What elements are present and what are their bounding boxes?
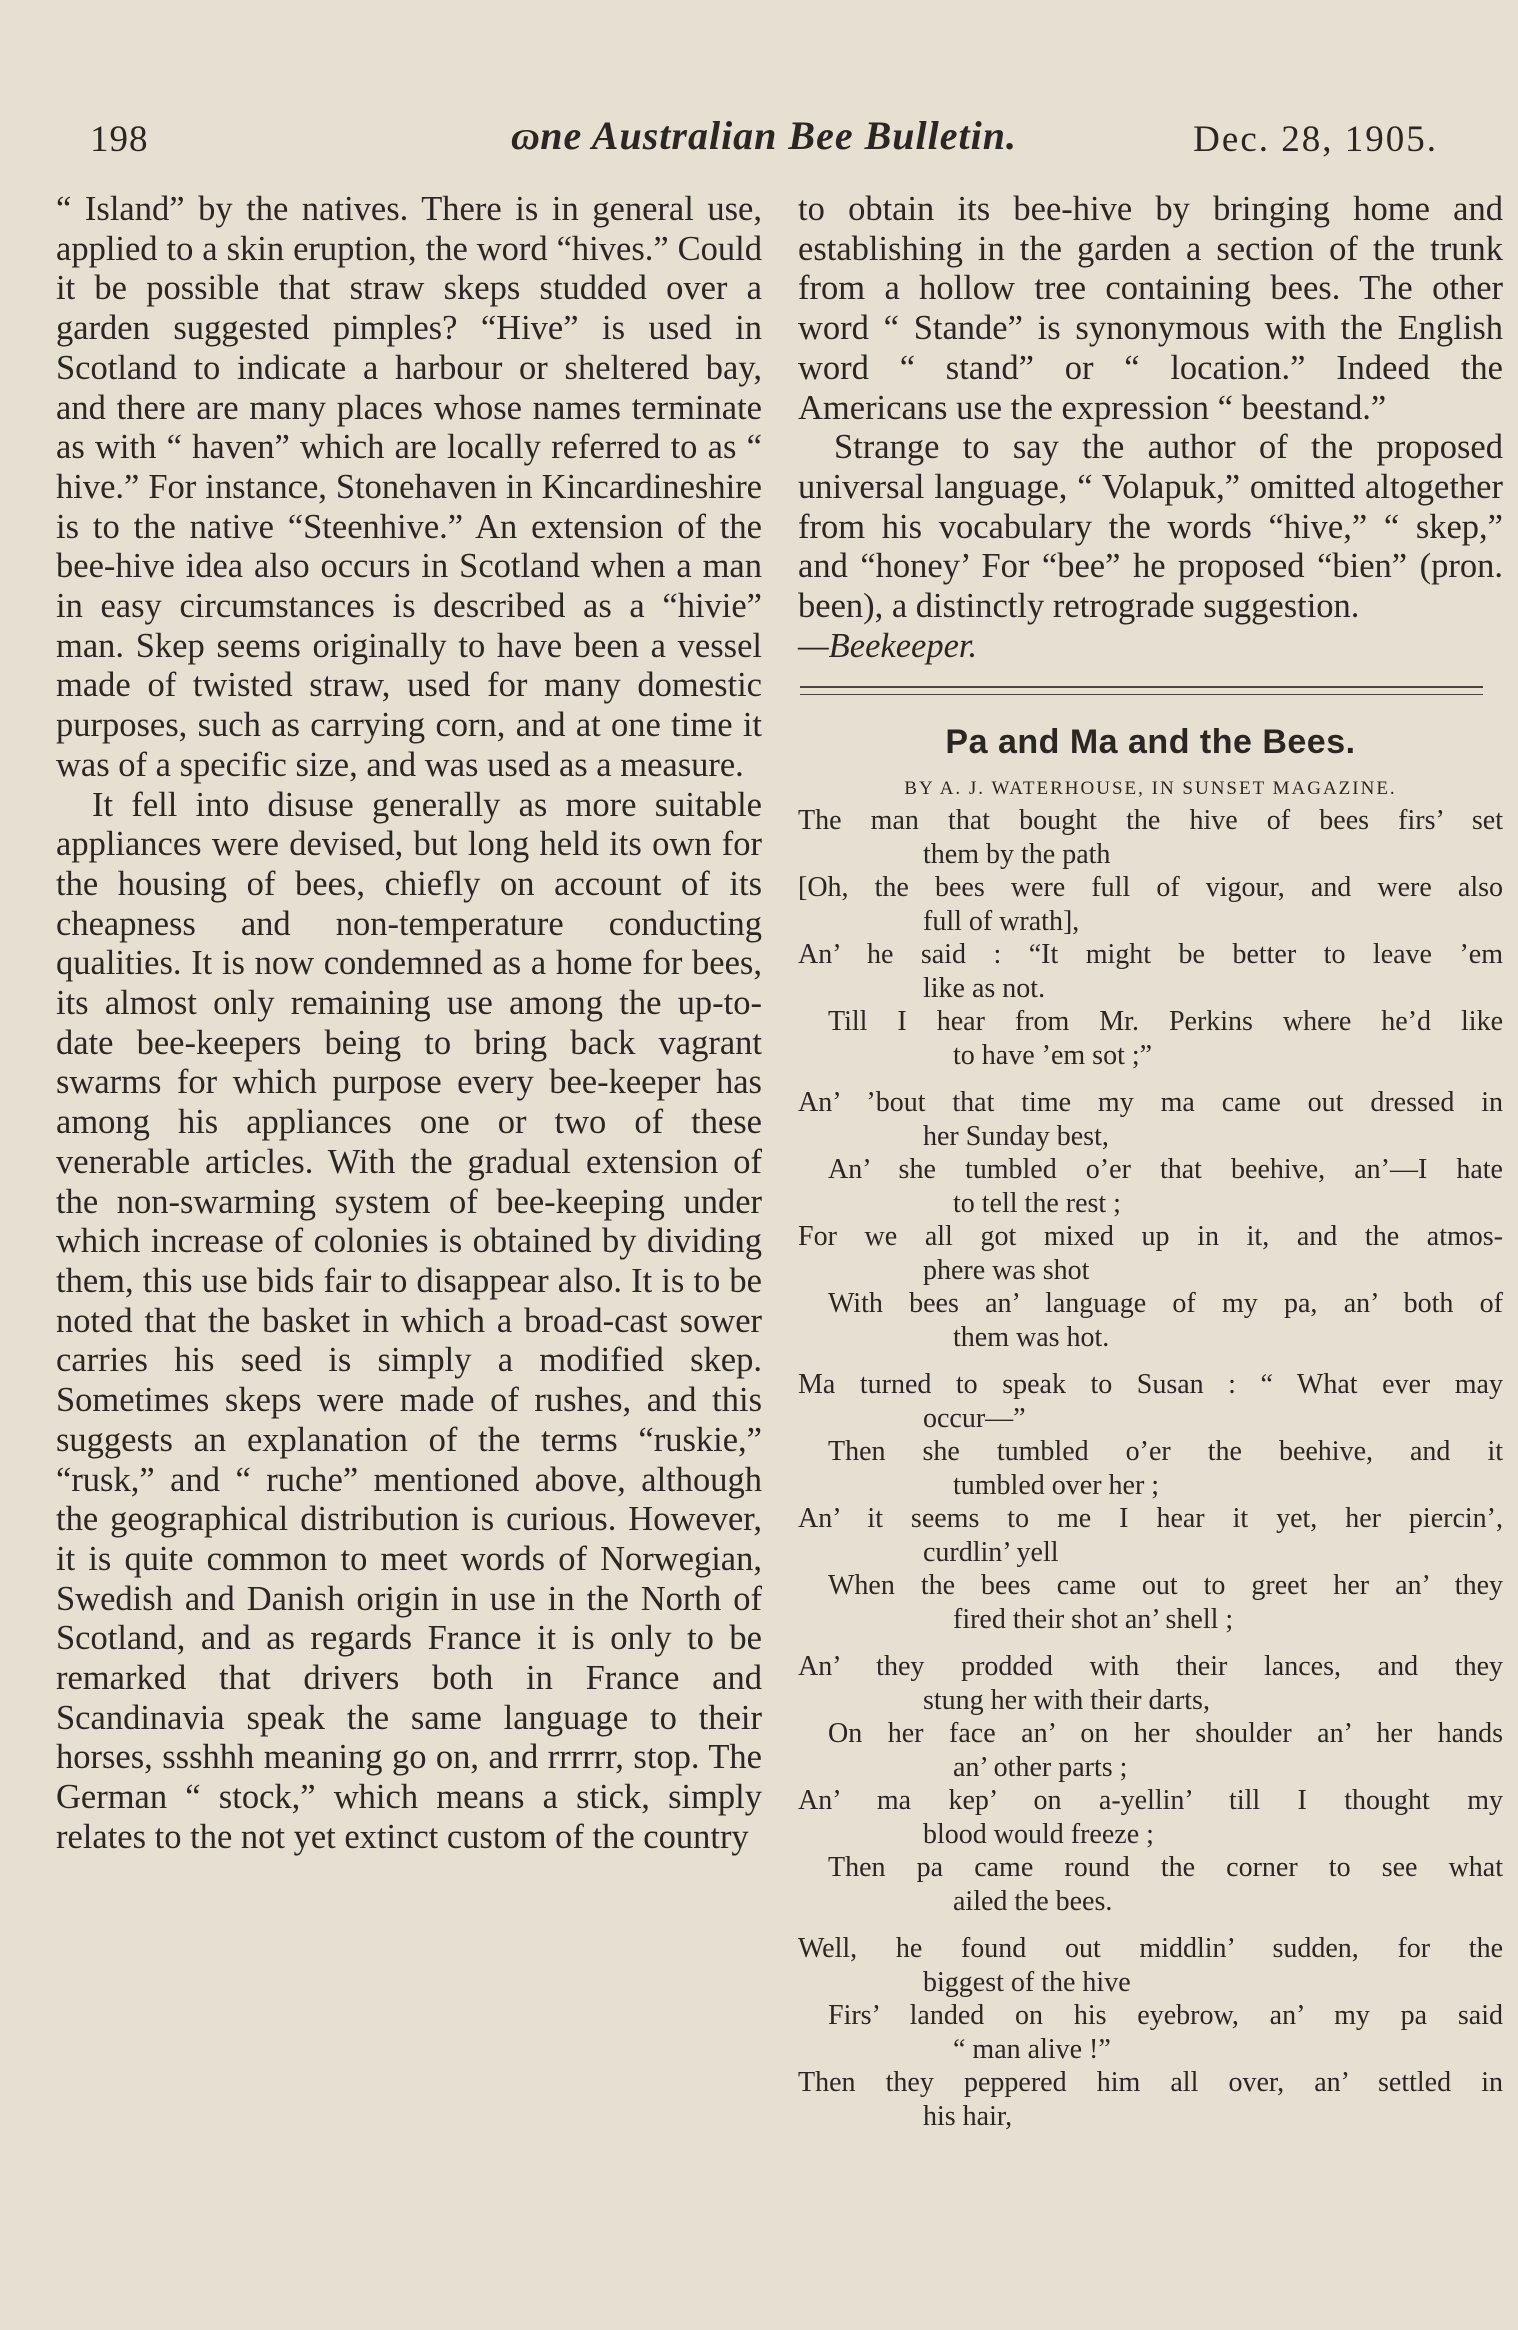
poem-line	[798, 1435, 1503, 1502]
poem-line-continuation: ailed the bees.	[953, 1885, 1113, 1917]
poem-line	[798, 1287, 1503, 1354]
poem-line-continuation: tumbled over her ;	[953, 1469, 1160, 1501]
paragraph: Strange to say the author of the proposed universal language, “ Volapuk,” omitted altogether from his vocabulary the words “hive,” “ skep,” and “honey’ For “bee” he proposed “bien” (pron. been), a distinctly retrograde suggestion.	[798, 428, 1503, 626]
right-column	[798, 190, 1503, 2133]
poem-line-continuation: full of wrath],	[923, 905, 1080, 937]
poem-line-text: Firs’ landed on his eyebrow, an’ my pa said	[828, 2000, 1503, 2032]
poem-line-continuation: biggest of the hive	[923, 1966, 1131, 1998]
poem-line-continuation: fired their shot an’ shell ;	[953, 1603, 1234, 1635]
poem-line	[798, 1086, 1503, 1153]
poem-line-continuation: to have ’em sot ;”	[953, 1039, 1153, 1071]
poem-line-text: The man that bought the hive of bees firs’ set	[798, 805, 1503, 837]
poem-line	[798, 1368, 1503, 1435]
poem-line-text: An’ it seems to me I hear it yet, her piercin’,	[798, 1503, 1503, 1535]
page-header	[60, 110, 1468, 170]
poem-line-text: For we all got mixed up in it, and the atmos-	[798, 1221, 1503, 1253]
paragraph: It fell into disuse generally as more suitable appliances were devised, but long held its own for the housing of bees, chiefly on account of its cheapness and non-temperature conducting qualities. It is now condemned as a home for bees, its almost only remaining use among the up-to-date bee-keepers being to bring back vagrant swarms for which purpose every bee-keeper has among his appliances one or two of these venerable articles. With the gradual extension of the non-swarming system of bee-keeping under which increase of colonies is obtained by dividing them, this use bids fair to disappear also. It is to be noted that the basket in which a broad-cast sower carries his seed is simply a modified skep. Sometimes skeps were made of rushes, and this suggests an explanation of the terms “ruskie,” “rusk,” and “ ruche” mentioned above, although the geographical distribution is curious. However, it is quite common to meet words of Norwegian, Swedish and Danish origin in use in the North of Scotland, and as regards France it is only to be remarked that drivers both in France and Scandinavia speak the same language to their horses, ssshhh meaning go on, and rrrrrr, stop. The German “ stock,” which means a stick, simply relates to the not yet extinct custom of the country	[56, 785, 762, 1856]
poem-line-text: With bees an’ language of my pa, an’ both of	[828, 1288, 1503, 1320]
poem-line	[798, 938, 1503, 1005]
stanza-gap	[798, 1072, 1503, 1086]
poem-line	[798, 1650, 1503, 1717]
stanza-gap	[798, 1636, 1503, 1650]
stanza-gap	[798, 1918, 1503, 1932]
poem-line-text: An’ ma kep’ on a-yellin’ till I thought my	[798, 1785, 1503, 1817]
stanza-gap	[798, 1354, 1503, 1368]
left-column	[56, 190, 762, 1858]
poem-line	[798, 804, 1503, 871]
poem-line-text: An’ he said : “It might be better to leave ’em	[798, 939, 1503, 971]
page-number: 198	[90, 119, 149, 160]
paragraph: to obtain its bee-hive by bringing home and establishing in the garden a section of the trunk from a hollow tree containing bees. The other word “ Stande” is synonymous with the English word “ stand” or “ location.” Indeed the Americans use the expression “ beestand.”	[798, 190, 1503, 427]
poem-line	[798, 1784, 1503, 1851]
poem-line	[798, 1005, 1503, 1072]
poem-line	[798, 1999, 1503, 2066]
poem-line-continuation: an’ other parts ;	[953, 1751, 1128, 1783]
poem-line-continuation: stung her with their darts,	[923, 1684, 1210, 1716]
poem-line-text: Till I hear from Mr. Perkins where he’d like	[828, 1006, 1503, 1038]
poem-line-continuation: blood would freeze ;	[923, 1818, 1154, 1850]
poem-line	[798, 1569, 1503, 1636]
poem-line-continuation: them by the path	[923, 838, 1111, 870]
poem-line	[798, 1717, 1503, 1784]
section-divider	[800, 686, 1483, 695]
attribution: —Beekeeper.	[798, 626, 978, 665]
poem-line-continuation: them was hot.	[953, 1321, 1110, 1353]
poem-line-text: Ma turned to speak to Susan : “ What ever may	[798, 1369, 1503, 1401]
issue-date: Dec. 28, 1905.	[1193, 119, 1438, 160]
poem-line-continuation: to tell the rest ;	[953, 1187, 1121, 1219]
poem-line-continuation: phere was shot	[923, 1254, 1090, 1286]
poem-line-continuation: “ man alive !”	[953, 2033, 1111, 2065]
poem-title: Pa and Ma and the Bees.	[945, 723, 1356, 762]
poem-line	[798, 1851, 1503, 1918]
poem-line-text: When the bees came out to greet her an’ they	[828, 1570, 1503, 1602]
poem-line	[798, 1502, 1503, 1569]
poem-line	[798, 871, 1503, 938]
poem-line-continuation: occur—”	[923, 1402, 1026, 1434]
poem-line-text: An’ they prodded with their lances, and they	[798, 1651, 1503, 1683]
poem-line-continuation: her Sunday best,	[923, 1120, 1109, 1152]
poem-byline: BY A. J. WATERHOUSE, IN SUNSET MAGAZINE.	[904, 778, 1397, 800]
poem-line-text: [Oh, the bees were full of vigour, and were also	[798, 872, 1503, 904]
poem-line	[798, 2066, 1503, 2133]
poem-line-text: An’ she tumbled o’er that beehive, an’—I hate	[828, 1154, 1503, 1186]
poem-line	[798, 1153, 1503, 1220]
paragraph: “ Island” by the natives. There is in general use, applied to a skin eruption, the word “hives.” Could it be possible that straw skeps studded over a garden suggested pimples? “Hive” is used in Scotland to indicate a harbour or sheltered bay, and there are many places whose names terminate as with “ haven” which are locally referred to as “ hive.” For instance, Stonehaven in Kincardineshire is to the native “Steenhive.” An extension of the bee-hive idea also occurs in Scotland when a man in easy circumstances is described as a “hivie” man. Skep seems originally to have been a vessel made of twisted straw, used for many domestic purposes, such as carrying corn, and at one time it was of a specific size, and was used as a measure.	[56, 190, 762, 784]
poem-line-continuation: curdlin’ yell	[923, 1536, 1059, 1568]
poem-line-text: Then she tumbled o’er the beehive, and it	[828, 1436, 1503, 1468]
poem-line-continuation: his hair,	[923, 2100, 1013, 2132]
poem-line-text: On her face an’ on her shoulder an’ her hands	[828, 1718, 1503, 1750]
poem-body	[798, 804, 1503, 2133]
poem-line	[798, 1932, 1503, 1999]
poem-line-text: Then they peppered him all over, an’ settled in	[798, 2067, 1503, 2099]
poem-line-text: Well, he found out middlin’ sudden, for the	[798, 1933, 1503, 1965]
poem-line-text: An’ ’bout that time my ma came out dressed in	[798, 1087, 1503, 1119]
poem-line-text: Then pa came round the corner to see what	[828, 1852, 1503, 1884]
poem-line-continuation: like as not.	[923, 972, 1046, 1004]
journal-title: ɷne Australian Bee Bulletin.	[511, 113, 1017, 158]
poem-line	[798, 1220, 1503, 1287]
